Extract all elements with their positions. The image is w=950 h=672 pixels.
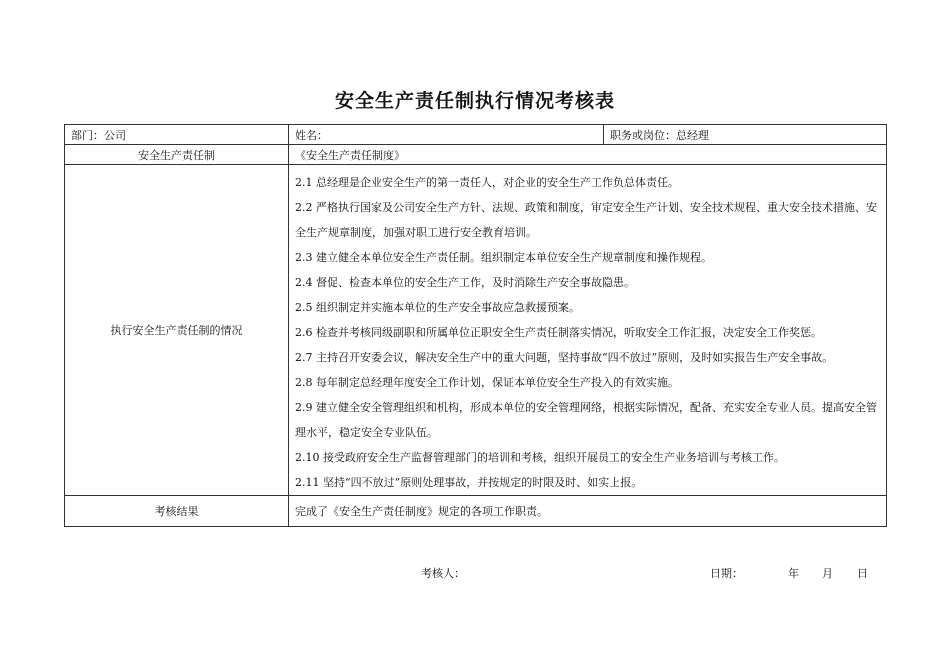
execution-content: [289, 165, 887, 496]
duty-item: 2.5 组织制定并实施本单位的生产安全事故应急救援预案。: [295, 301, 580, 314]
duty-list: [295, 165, 880, 495]
assessment-table: [64, 124, 887, 527]
responsibility-value: 《安全生产责任制度》: [289, 145, 887, 165]
position-cell: 职务或岗位：总经理: [604, 125, 887, 145]
day-label: 日: [857, 567, 868, 580]
duty-item: 2.8 每年制定总经理年度安全工作计划，保证本单位安全生产投入的有效实施。: [295, 376, 679, 389]
duty-item: 2.2 严格执行国家及公司安全生产方针、法规、政策和制度，审定安全生产计划、安全技术规程、重大安全技术措施、安全生产规章制度，加强对职工进行安全教育培训。: [295, 201, 877, 239]
duty-item: 2.11 坚持“四不放过”原则处理事故，并按规定的时限及时、如实上报。: [295, 476, 643, 489]
duty-item: 2.10 接受政府安全生产监督管理部门的培训和考核，组织开展员工的安全生产业务培训与考核工作。: [295, 451, 785, 464]
name-cell: 姓名：: [289, 125, 604, 145]
execution-row: [65, 165, 887, 496]
responsibility-label: 安全生产责任制: [65, 145, 289, 165]
responsibility-row: [65, 145, 887, 165]
department-cell: 部门：公司: [65, 125, 289, 145]
result-value: 完成了《安全生产责任制度》规定的各项工作职责。: [289, 496, 887, 527]
reviewer-label: 考核人：: [421, 567, 465, 580]
execution-label: 执行安全生产责任制的情况: [65, 165, 289, 496]
header-row: [65, 125, 887, 145]
result-row: [65, 496, 887, 527]
duty-item: 2.3 建立健全本单位安全生产责任制。组织制定本单位安全生产规章制度和操作规程。: [295, 251, 712, 264]
duty-item: 2.4 督促、检查本单位的安全生产工作，及时消除生产安全事故隐患。: [295, 276, 635, 289]
duty-item: 2.6 检查并考核同级副职和所属单位正职安全生产责任制落实情况，听取安全工作汇报，决定安全工作奖惩。: [295, 326, 822, 339]
date-label: 日期：: [710, 567, 743, 580]
page-title: 安全生产责任制执行情况考核表: [334, 90, 615, 112]
month-label: 月: [822, 567, 833, 580]
duty-item: 2.9 建立健全安全管理组织和机构，形成本单位的安全管理网络，根据实际情况，配备、充实安全专业人员。提高安全管理水平，稳定安全专业队伍。: [295, 401, 877, 439]
result-label: 考核结果: [65, 496, 289, 527]
year-label: 年: [788, 567, 799, 580]
duty-item: 2.1 总经理是企业安全生产的第一责任人，对企业的安全生产工作负总体责任。: [295, 176, 679, 189]
duty-item: 2.7 主持召开安委会议，解决安全生产中的重大问题，坚持事故“四不放过”原则，及时如实报告生产安全事故。: [295, 351, 834, 364]
